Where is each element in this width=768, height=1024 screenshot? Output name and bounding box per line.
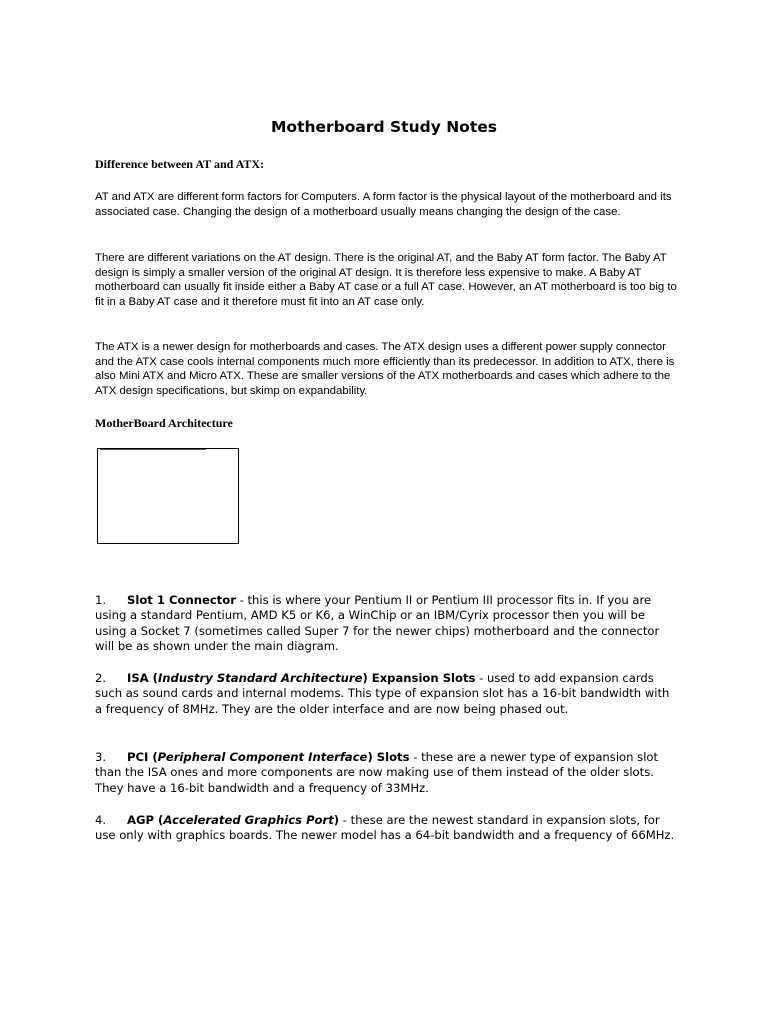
item-term-post: ) Expansion Slots xyxy=(362,671,476,685)
paragraph-atx-design: The ATX is a newer design for motherboards and cases. The ATX design uses a different power supply connector and the ATX case cools internal components much more efficiently than its predecessor. In addition to ATX, there is also Mini ATX and Micro ATX. These are smaller versions of the ATX motherboards and cases which adhere to the ATX design specifications, but skimp on expandability. xyxy=(95,341,675,397)
item-term-pre: ISA ( xyxy=(127,671,158,685)
motherboard-diagram-placeholder xyxy=(97,448,239,544)
list-number: 1. xyxy=(95,593,107,607)
list-item-slot1 xyxy=(95,593,675,655)
section-heading-at-atx: Difference between AT and ATX: xyxy=(95,157,265,171)
item-term-pre: AGP ( xyxy=(127,813,164,827)
item-term-post: ) Slots xyxy=(367,750,410,764)
diagram-top-line xyxy=(100,449,206,450)
list-number: 2. xyxy=(95,671,107,685)
list-number: 3. xyxy=(95,750,107,764)
item-term-post: ) xyxy=(333,813,340,827)
item-description: - used to add expansion cards such as sound cards and internal modems. This type of expansion slot has a 16-bit bandwidth with a frequency of 8MHz. They are the older interface and are now being phased out. xyxy=(95,671,670,716)
section-heading-architecture: MotherBoard Architecture xyxy=(95,416,233,430)
item-term-italic: Peripheral Component Interface xyxy=(157,750,368,764)
item-term-pre: PCI ( xyxy=(127,750,158,764)
item-description: - these are a newer type of expansion slot than the ISA ones and more components are now making use of them instead of the older slots. They have a 16-bit bandwidth and a frequency of 33MHz. xyxy=(95,750,659,795)
list-item-isa xyxy=(95,671,675,717)
item-term-italic: Industry Standard Architecture xyxy=(157,671,363,685)
list-item-agp xyxy=(95,813,675,844)
item-term-italic: Accelerated Graphics Port xyxy=(163,813,334,827)
list-number: 4. xyxy=(95,813,107,827)
paragraph-form-factors: AT and ATX are different form factors for Computers. A form factor is the physical layout of the motherboard and its associated case. Changing the design of a motherboard usually means changing the design of the case. xyxy=(95,191,672,218)
document-title: Motherboard Study Notes xyxy=(271,118,497,136)
paragraph-at-design: There are different variations on the AT design. There is the original AT, and the Baby AT form factor. The Baby AT design is simply a smaller version of the original AT design. It is therefore less expensive to make. A Baby AT motherboard can usually fit inside either a Baby AT case or a full AT case. However, an AT motherboard is too big to fit in a Baby AT case and it therefore must fit into an AT case only. xyxy=(95,252,677,308)
list-item-pci xyxy=(95,750,675,796)
item-description: - these are the newest standard in expansion slots, for use only with graphics boards. The newer model has a 64-bit bandwidth and a frequency of 66MHz. xyxy=(95,813,675,843)
item-term: Slot 1 Connector xyxy=(127,593,236,607)
item-description: - this is where your Pentium II or Pentium III processor fits in. If you are using a standard Pentium, AMD K5 or K6, a WinChip or an IBM/Cyrix processor then you will be using a Socket 7 (sometimes called Super 7 for the newer chips) motherboard and the connector will be as shown under the main diagram. xyxy=(95,593,660,654)
